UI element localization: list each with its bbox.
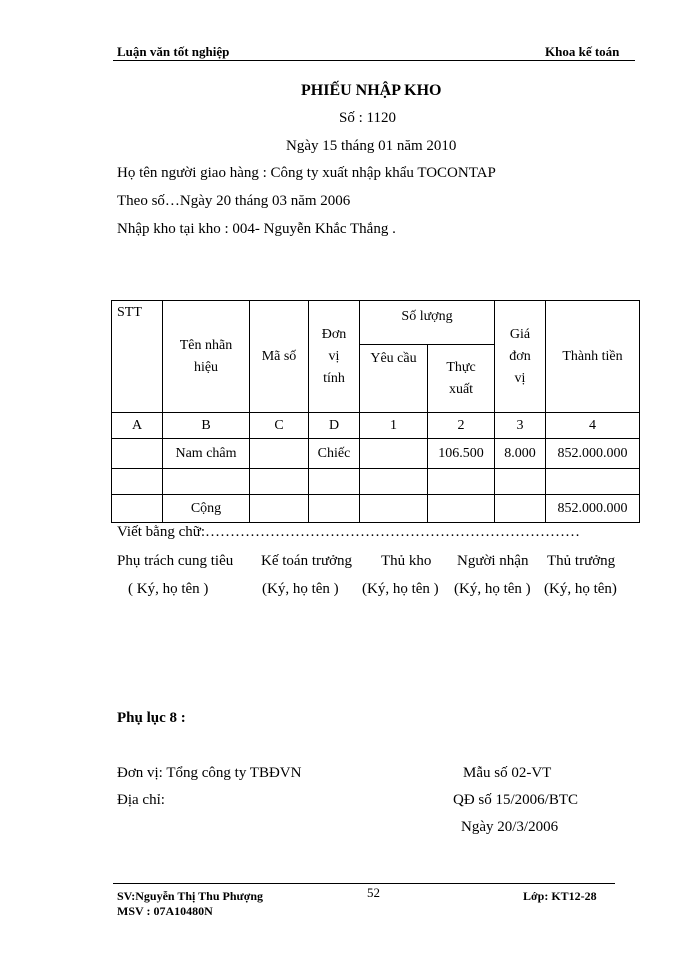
- header-rule: [113, 60, 635, 61]
- signature-role-storekeeper: Thủ kho: [381, 553, 432, 569]
- header-requested: Yêu cầu: [360, 345, 428, 413]
- doc-date: Ngày 15 tháng 01 năm 2010: [286, 138, 457, 154]
- footer-rule: [113, 883, 615, 884]
- footer-msv: MSV : 07A10480N: [117, 904, 213, 918]
- signature-note-chief-accountant: (Ký, họ tên ): [262, 581, 339, 597]
- table-row-sum: [112, 495, 640, 523]
- signature-note-storekeeper: (Ký, họ tên ): [362, 581, 439, 597]
- header-total: Thành tiền: [546, 301, 640, 413]
- sum-total: 852.000.000: [546, 495, 640, 523]
- row1-total: 852.000.000: [546, 439, 640, 469]
- signature-role-chief-accountant: Kế toán trưởng: [261, 553, 353, 569]
- footer-student: SV:Nguyễn Thị Thu Phượng: [117, 889, 264, 903]
- row1-actual: 106.500: [428, 439, 495, 469]
- col-code-2: 2: [428, 413, 495, 439]
- in-words-line: Viết bằng chữ:…………………………………………………………………: [117, 524, 581, 540]
- receipt-table: [111, 300, 640, 523]
- signature-note-receiver: (Ký, họ tên ): [454, 581, 531, 597]
- header-stt: STT: [112, 301, 163, 413]
- col-code-d: D: [309, 413, 360, 439]
- footer-class: Lớp: KT12-28: [523, 889, 597, 903]
- reference-line: Theo số…Ngày 20 tháng 03 năm 2006: [117, 193, 351, 209]
- table-row: [112, 439, 640, 469]
- appendix-date: Ngày 20/3/2006: [461, 819, 559, 835]
- signature-note-purchasing: ( Ký, họ tên ): [128, 581, 209, 597]
- sum-label: Cộng: [163, 495, 250, 523]
- col-code-c: C: [250, 413, 309, 439]
- signature-note-director: (Ký, họ tên): [544, 581, 617, 597]
- warehouse-line: Nhập kho tại kho : 004- Nguyễn Khắc Thắng .: [117, 221, 396, 237]
- appendix-decision: QĐ số 15/2006/BTC: [453, 792, 579, 808]
- header-right: Khoa kế toán: [545, 44, 620, 59]
- table-row-empty: [112, 469, 640, 495]
- row1-requested: [360, 439, 428, 469]
- header-unit-price: Giá đơn vị: [495, 301, 546, 413]
- footer-page-number: 52: [367, 885, 380, 900]
- row1-name: Nam châm: [163, 439, 250, 469]
- signature-role-director: Thủ trưởng: [547, 553, 616, 569]
- appendix-unit: Đơn vị: Tổng công ty TBĐVN: [117, 765, 302, 781]
- header-quantity: Số lượng: [360, 301, 495, 345]
- row1-price: 8.000: [495, 439, 546, 469]
- header-left: Luận văn tốt nghiệp: [117, 44, 230, 59]
- col-code-1: 1: [360, 413, 428, 439]
- col-code-3: 3: [495, 413, 546, 439]
- signature-role-receiver: Người nhận: [457, 553, 529, 569]
- col-code-b: B: [163, 413, 250, 439]
- doc-number: Số : 1120: [339, 110, 396, 126]
- header-name: Tên nhãn hiệu: [163, 301, 250, 413]
- signature-role-purchasing: Phụ trách cung tiêu: [117, 553, 234, 569]
- appendix-title: Phụ lục 8 :: [117, 710, 186, 726]
- col-code-a: A: [112, 413, 163, 439]
- doc-title: PHIẾU NHẬP KHO: [301, 82, 442, 99]
- col-code-4: 4: [546, 413, 640, 439]
- header-unit: Đơn vị tính: [309, 301, 360, 413]
- deliverer-line: Họ tên người giao hàng : Công ty xuất nhập khẩu TOCONTAP: [117, 165, 496, 181]
- row1-stt: [112, 439, 163, 469]
- header-code: Mã số: [250, 301, 309, 413]
- row1-unit: Chiếc: [309, 439, 360, 469]
- appendix-form: Mẫu số 02-VT: [463, 765, 552, 781]
- header-actual: Thực xuất: [428, 345, 495, 413]
- row1-code: [250, 439, 309, 469]
- appendix-address: Địa chỉ:: [117, 792, 165, 808]
